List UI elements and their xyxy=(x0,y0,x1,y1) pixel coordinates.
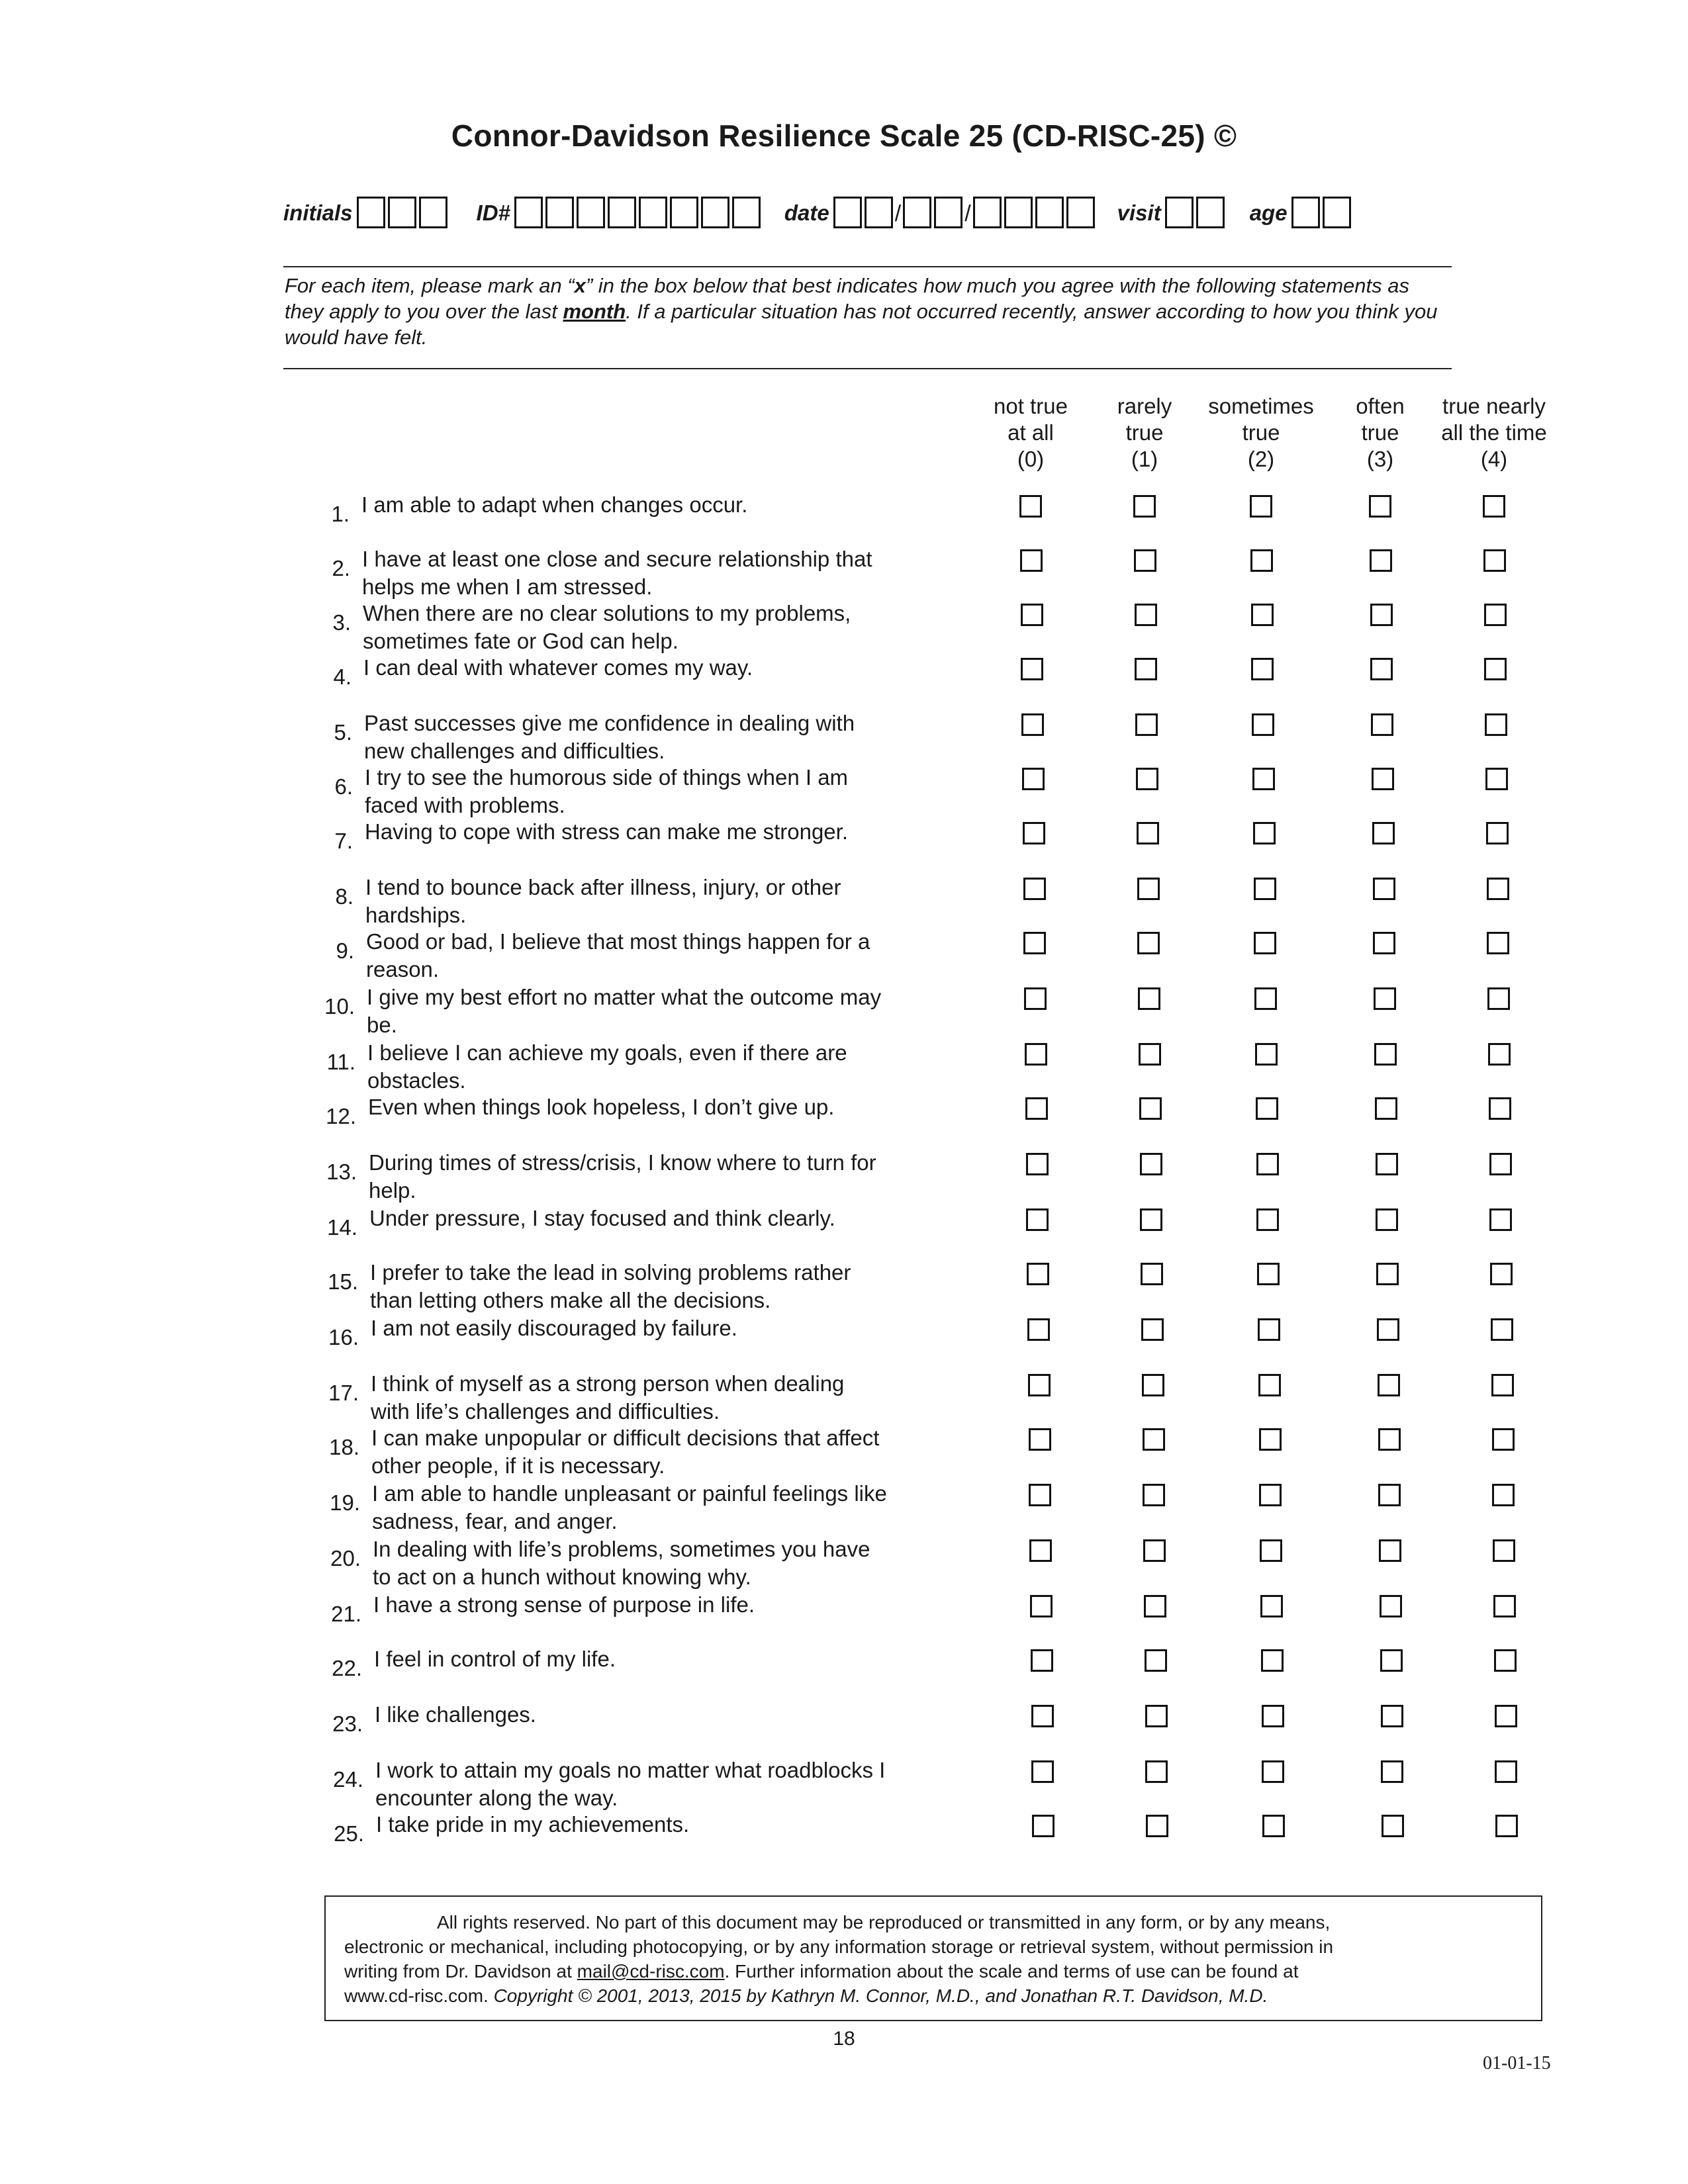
response-checkbox[interactable] xyxy=(1021,713,1044,736)
visit-boxes[interactable] xyxy=(1165,197,1227,228)
item-text-line: I am able to handle unpleasant or painful feelings like xyxy=(372,1481,887,1506)
item-text-line: reason. xyxy=(366,957,440,981)
item-number: 24. xyxy=(333,1767,363,1792)
response-checkbox[interactable] xyxy=(1135,604,1157,626)
id-box[interactable] xyxy=(545,197,574,228)
response-checkbox[interactable] xyxy=(1370,658,1393,680)
age-label: age xyxy=(1249,201,1288,225)
footer-line4-pre: www.cd-risc.com. xyxy=(344,1985,494,2006)
initials-box[interactable] xyxy=(388,197,416,228)
response-checkbox[interactable] xyxy=(1379,1539,1401,1562)
response-checkbox[interactable] xyxy=(1143,1428,1165,1451)
response-checkbox[interactable] xyxy=(1374,1043,1397,1066)
item-text-line: I am able to adapt when changes occur. xyxy=(361,492,748,517)
id-label: ID# xyxy=(476,201,510,225)
footer-line1: All rights reserved. No part of this document may be reproduced or transmitted in any form, or by any means, xyxy=(437,1912,1331,1933)
response-checkbox[interactable] xyxy=(1262,1705,1284,1727)
response-checkbox[interactable] xyxy=(1378,1428,1401,1451)
copyright-text: Copyright © 2001, 2013, 2015 by Kathryn M. Connor, M.D., and Jonathan R.T. Davidson, M.D. xyxy=(493,1985,1268,2006)
age-box[interactable] xyxy=(1291,197,1320,228)
column-header-line: (3) xyxy=(1366,447,1394,471)
response-checkbox[interactable] xyxy=(1019,495,1042,518)
item-text xyxy=(375,1701,957,1729)
response-checkbox[interactable] xyxy=(1141,1318,1164,1341)
response-checkbox[interactable] xyxy=(1378,1374,1400,1396)
response-checkbox[interactable] xyxy=(1252,768,1275,790)
response-checkbox[interactable] xyxy=(1021,658,1043,680)
item-text-line: helps me when I am stressed. xyxy=(362,574,653,599)
response-checkbox[interactable] xyxy=(1140,1153,1162,1175)
instructions-part1: For each item, please mark an “ xyxy=(285,274,575,297)
footer-line3-post: . Further information about the scale and terms of use can be found at xyxy=(724,1961,1299,1981)
column-header-line: not true xyxy=(994,394,1068,418)
response-checkbox[interactable] xyxy=(1143,1539,1166,1562)
visit-box[interactable] xyxy=(1165,197,1194,228)
item-text-line: When there are no clear solutions to my problems, xyxy=(363,601,851,625)
column-header-line: all the time xyxy=(1441,420,1547,445)
item-text-line: Under pressure, I stay focused and think clearly. xyxy=(369,1206,835,1230)
item-number: 21. xyxy=(331,1602,361,1626)
item-text-line: Even when things look hopeless, I don’t give up. xyxy=(368,1095,835,1119)
response-checkbox[interactable] xyxy=(1483,549,1506,572)
date-day-box[interactable] xyxy=(903,197,931,228)
response-checkbox[interactable] xyxy=(1487,878,1509,900)
initials-box[interactable] xyxy=(357,197,385,228)
response-checkbox[interactable] xyxy=(1029,1539,1052,1562)
response-checkbox[interactable] xyxy=(1031,1705,1054,1727)
item-text-line: Good or bad, I believe that most things happen for a xyxy=(366,929,870,954)
date-separator: / xyxy=(894,201,902,226)
response-checkbox[interactable] xyxy=(1381,1760,1403,1783)
footer-line2: electronic or mechanical, including photocopying, or by any information storage or retrieval system, without permission in xyxy=(344,1936,1334,1957)
response-checkbox[interactable] xyxy=(1256,1097,1278,1120)
item-number: 18. xyxy=(329,1435,359,1459)
response-checkbox[interactable] xyxy=(1493,1539,1515,1562)
item-text-line: than letting others make all the decisions. xyxy=(370,1288,771,1312)
response-checkbox[interactable] xyxy=(1140,1208,1162,1231)
item-text-line: sometimes fate or God can help. xyxy=(363,629,679,653)
instructions-emphasis: month xyxy=(563,300,626,323)
response-checkbox[interactable] xyxy=(1380,1649,1403,1672)
response-checkbox[interactable] xyxy=(1376,1153,1398,1175)
column-header-line: true nearly xyxy=(1442,394,1546,418)
id-box[interactable] xyxy=(639,197,667,228)
item-number: 16. xyxy=(328,1325,359,1349)
date-year-box[interactable] xyxy=(1066,197,1095,228)
item-text-line: I think of myself as a strong person when dealing xyxy=(371,1371,845,1396)
response-checkbox[interactable] xyxy=(1489,1153,1512,1175)
response-checkbox[interactable] xyxy=(1145,1649,1167,1672)
item-number: 17. xyxy=(328,1381,359,1405)
response-checkbox[interactable] xyxy=(1484,658,1507,680)
item-text-line: Past successes give me confidence in dealing with xyxy=(364,711,855,735)
instructions-part3: . If a particular situation has not occurred recently, answer according to how you think you would have felt. xyxy=(285,300,1438,349)
response-checkbox[interactable] xyxy=(1484,604,1507,626)
date-separator: / xyxy=(964,201,971,226)
item-text-line: I have a strong sense of purpose in life. xyxy=(373,1592,755,1617)
column-header-line: true xyxy=(1242,420,1280,445)
response-checkbox[interactable] xyxy=(1262,1760,1284,1783)
response-checkbox[interactable] xyxy=(1141,1263,1163,1285)
item-text xyxy=(369,1149,951,1205)
item-text xyxy=(376,1811,959,1839)
item-text-line: I have at least one close and secure relationship that xyxy=(362,547,872,571)
item-text-line: In dealing with life’s problems, sometimes you have xyxy=(373,1537,870,1561)
response-checkbox[interactable] xyxy=(1372,822,1395,844)
response-checkbox[interactable] xyxy=(1029,1484,1051,1506)
response-checkbox[interactable] xyxy=(1381,1705,1403,1727)
response-checkbox[interactable] xyxy=(1490,1263,1513,1285)
response-checkbox[interactable] xyxy=(1142,1374,1164,1396)
response-checkbox[interactable] xyxy=(1032,1815,1055,1837)
response-checkbox[interactable] xyxy=(1253,822,1276,844)
age-box[interactable] xyxy=(1323,197,1351,228)
response-checkbox[interactable] xyxy=(1494,1649,1517,1672)
item-number: 25. xyxy=(334,1821,364,1846)
response-checkbox[interactable] xyxy=(1369,495,1391,518)
item-text-line: I can make unpopular or difficult decisions that affect xyxy=(371,1426,880,1450)
item-text xyxy=(375,1756,958,1812)
item-text xyxy=(361,491,944,519)
response-checkbox[interactable] xyxy=(1143,1484,1165,1506)
response-checkbox[interactable] xyxy=(1492,1484,1515,1506)
item-text-line: sadness, fear, and anger. xyxy=(372,1509,618,1533)
response-checkbox[interactable] xyxy=(1259,1428,1282,1451)
response-checkbox[interactable] xyxy=(1135,713,1158,736)
response-checkbox[interactable] xyxy=(1137,878,1160,900)
initials-box[interactable] xyxy=(419,197,447,228)
item-number: 15. xyxy=(328,1269,358,1294)
response-checkbox[interactable] xyxy=(1025,1043,1047,1066)
response-checkbox[interactable] xyxy=(1027,1318,1050,1341)
response-checkbox[interactable] xyxy=(1252,713,1274,736)
response-checkbox[interactable] xyxy=(1139,1097,1162,1120)
response-checkbox[interactable] xyxy=(1371,713,1393,736)
response-checkbox[interactable] xyxy=(1372,768,1394,790)
instructions xyxy=(285,273,1450,350)
response-checkbox[interactable] xyxy=(1376,1263,1399,1285)
id-boxes[interactable] xyxy=(514,197,763,228)
response-checkbox[interactable] xyxy=(1491,1318,1513,1341)
item-text xyxy=(374,1645,957,1673)
id-box[interactable] xyxy=(608,197,636,228)
response-checkbox[interactable] xyxy=(1382,1815,1404,1837)
item-text-line: encounter along the way. xyxy=(375,1786,618,1810)
item-number: 7. xyxy=(334,829,353,853)
age-boxes[interactable] xyxy=(1291,197,1354,228)
item-text-line: obstacles. xyxy=(367,1068,466,1093)
item-number: 23. xyxy=(332,1711,363,1736)
response-checkbox[interactable] xyxy=(1260,1595,1283,1617)
item-text xyxy=(371,1314,953,1342)
item-number: 5. xyxy=(334,720,352,745)
response-checkbox[interactable] xyxy=(1254,932,1276,954)
item-text-line: with life’s challenges and difficulties. xyxy=(371,1399,720,1424)
item-text xyxy=(362,545,945,601)
response-checkbox[interactable] xyxy=(1029,1428,1051,1451)
response-checkbox[interactable] xyxy=(1373,932,1395,954)
item-text xyxy=(369,1205,952,1232)
visit-label: visit xyxy=(1117,201,1161,225)
form-code: 01-01-15 xyxy=(1483,2053,1551,2073)
response-checkbox[interactable] xyxy=(1250,495,1272,518)
item-number: 1. xyxy=(331,502,350,526)
item-text xyxy=(370,1259,953,1314)
item-number: 12. xyxy=(326,1104,356,1128)
response-checkbox[interactable] xyxy=(1251,658,1274,680)
response-checkbox[interactable] xyxy=(1495,1760,1517,1783)
response-checkbox[interactable] xyxy=(1024,987,1047,1010)
item-number: 3. xyxy=(332,610,351,635)
response-checkbox[interactable] xyxy=(1137,822,1159,844)
item-number: 19. xyxy=(330,1490,360,1515)
date-label: date xyxy=(784,201,829,225)
column-header-line: (4) xyxy=(1480,447,1508,471)
item-number: 13. xyxy=(326,1160,357,1184)
response-checkbox[interactable] xyxy=(1374,987,1396,1010)
response-checkbox[interactable] xyxy=(1256,1208,1279,1231)
response-checkbox[interactable] xyxy=(1262,1815,1285,1837)
initials-boxes[interactable] xyxy=(357,197,450,228)
item-text xyxy=(365,818,947,846)
response-checkbox[interactable] xyxy=(1377,1318,1399,1341)
page-number: 18 xyxy=(833,2028,855,2050)
response-checkbox[interactable] xyxy=(1137,932,1160,954)
response-checkbox[interactable] xyxy=(1489,1208,1512,1231)
id-box[interactable] xyxy=(701,197,729,228)
item-text-line: I prefer to take the lead in solving problems rather xyxy=(370,1260,851,1285)
item-text-line: I work to attain my goals no matter what roadblocks I xyxy=(375,1758,886,1782)
item-text xyxy=(371,1424,954,1480)
response-checkbox[interactable] xyxy=(1134,549,1156,572)
item-text-line: I tend to bounce back after illness, injury, or other xyxy=(365,875,841,899)
column-header-line: (2) xyxy=(1247,447,1275,471)
item-text xyxy=(373,1535,955,1591)
response-checkbox[interactable] xyxy=(1258,1318,1280,1341)
response-checkbox[interactable] xyxy=(1491,1374,1514,1396)
visit-box[interactable] xyxy=(1196,197,1225,228)
response-checkbox[interactable] xyxy=(1375,1097,1397,1120)
response-checkbox[interactable] xyxy=(1255,1043,1278,1066)
item-text-line: During times of stress/crisis, I know where to turn for xyxy=(369,1150,876,1175)
response-checkbox[interactable] xyxy=(1261,1649,1284,1672)
date-month-box[interactable] xyxy=(865,197,893,228)
item-number: 4. xyxy=(333,664,352,689)
date-day-box[interactable] xyxy=(934,197,962,228)
response-checkbox[interactable] xyxy=(1136,768,1158,790)
instructions-bottom-rule xyxy=(283,368,1452,369)
id-box[interactable] xyxy=(577,197,605,228)
item-number: 22. xyxy=(332,1656,362,1680)
date-year-box[interactable] xyxy=(1035,197,1064,228)
item-text-line: help. xyxy=(369,1178,416,1203)
item-number: 10. xyxy=(324,994,355,1019)
response-checkbox[interactable] xyxy=(1135,658,1157,680)
response-checkbox[interactable] xyxy=(1145,1705,1168,1727)
response-checkbox[interactable] xyxy=(1488,1043,1511,1066)
response-checkbox[interactable] xyxy=(1144,1595,1166,1617)
response-checkbox[interactable] xyxy=(1495,1705,1517,1727)
item-number: 2. xyxy=(332,556,350,580)
item-text xyxy=(365,874,948,929)
response-checkbox[interactable] xyxy=(1495,1815,1518,1837)
item-text xyxy=(363,654,946,682)
response-checkbox[interactable] xyxy=(1258,1374,1281,1396)
footer-line3-pre: writing from Dr. Davidson at xyxy=(344,1961,577,1981)
item-text-line: I can deal with whatever comes my way. xyxy=(363,655,753,680)
response-checkbox[interactable] xyxy=(1023,878,1046,900)
response-checkbox[interactable] xyxy=(1260,1539,1282,1562)
response-checkbox[interactable] xyxy=(1378,1484,1401,1506)
response-checkbox[interactable] xyxy=(1026,1208,1049,1231)
response-checkbox[interactable] xyxy=(1020,549,1043,572)
date-boxes[interactable] xyxy=(833,197,1098,228)
column-header-line: true xyxy=(1361,420,1399,445)
id-box[interactable] xyxy=(514,197,543,228)
response-checkbox[interactable] xyxy=(1370,549,1392,572)
copyright-notice xyxy=(324,1895,1542,2021)
response-checkbox[interactable] xyxy=(1257,1263,1280,1285)
response-checkbox[interactable] xyxy=(1485,713,1507,736)
response-checkbox[interactable] xyxy=(1023,822,1045,844)
item-text xyxy=(365,764,947,819)
item-text-line: I give my best effort no matter what the outcome may xyxy=(367,985,882,1009)
date-month-box[interactable] xyxy=(833,197,862,228)
id-box[interactable] xyxy=(670,197,698,228)
response-checkbox[interactable] xyxy=(1489,1097,1511,1120)
item-text xyxy=(364,709,947,765)
response-checkbox[interactable] xyxy=(1376,1208,1398,1231)
id-fields-row xyxy=(283,189,1354,228)
item-text-line: I believe I can achieve my goals, even if there are xyxy=(367,1040,847,1065)
column-header-line: sometimes xyxy=(1208,394,1314,418)
item-text xyxy=(368,1093,951,1121)
response-checkbox[interactable] xyxy=(1022,768,1045,790)
initials-label: initials xyxy=(283,201,353,225)
response-checkbox[interactable] xyxy=(1486,822,1509,844)
item-number: 9. xyxy=(336,938,354,963)
response-checkbox[interactable] xyxy=(1030,1595,1053,1617)
response-checkbox[interactable] xyxy=(1028,1374,1051,1396)
item-text-line: I am not easily discouraged by failure. xyxy=(371,1316,737,1340)
column-header-line: rarely xyxy=(1117,394,1172,418)
id-box[interactable] xyxy=(732,197,761,228)
response-checkbox[interactable] xyxy=(1487,987,1510,1010)
response-checkbox[interactable] xyxy=(1031,1649,1053,1672)
column-header xyxy=(1421,393,1567,473)
item-text-line: I take pride in my achievements. xyxy=(376,1812,690,1837)
item-text xyxy=(371,1370,953,1426)
date-year-box[interactable] xyxy=(1004,197,1033,228)
response-checkbox[interactable] xyxy=(1146,1815,1168,1837)
response-checkbox[interactable] xyxy=(1133,495,1156,518)
response-checkbox[interactable] xyxy=(1025,1097,1048,1120)
item-text xyxy=(367,983,949,1039)
response-checkbox[interactable] xyxy=(1251,604,1274,626)
response-checkbox[interactable] xyxy=(1483,495,1505,518)
response-checkbox[interactable] xyxy=(1031,1760,1054,1783)
item-text-line: other people, if it is necessary. xyxy=(371,1453,665,1478)
item-number: 6. xyxy=(334,774,353,799)
response-checkbox[interactable] xyxy=(1021,604,1043,626)
instructions-part2: ” in the box below that best indicates how much you agree with the following statements as they apply to you over the last xyxy=(285,274,1410,323)
item-text-line: faced with problems. xyxy=(365,793,565,817)
response-checkbox[interactable] xyxy=(1485,768,1508,790)
instructions-top-rule xyxy=(283,266,1452,267)
item-text xyxy=(367,1039,950,1095)
item-text-line: to act on a hunch without knowing why. xyxy=(373,1565,751,1589)
email-link[interactable]: mail@cd-risc.com xyxy=(577,1961,725,1981)
item-text-line: I feel in control of my life. xyxy=(374,1647,616,1671)
item-text-line: be. xyxy=(367,1013,397,1037)
item-text xyxy=(372,1480,955,1535)
item-text xyxy=(366,928,949,983)
column-header-line: at all xyxy=(1008,420,1054,445)
item-text xyxy=(373,1591,956,1619)
item-number: 14. xyxy=(327,1215,357,1240)
response-checkbox[interactable] xyxy=(1493,1595,1516,1617)
column-header-line: true xyxy=(1125,420,1164,445)
column-header-line: (1) xyxy=(1131,447,1158,471)
item-number: 11. xyxy=(326,1050,355,1074)
response-checkbox[interactable] xyxy=(1250,549,1273,572)
item-text xyxy=(363,600,945,655)
response-checkbox[interactable] xyxy=(1138,987,1160,1010)
form-title: Connor-Davidson Resilience Scale 25 (CD-RISC-25) © xyxy=(451,118,1237,153)
response-checkbox[interactable] xyxy=(1027,1263,1049,1285)
item-text-line: I try to see the humorous side of things when I am xyxy=(365,765,849,790)
column-header-line: often xyxy=(1356,394,1405,418)
response-checkbox[interactable] xyxy=(1492,1428,1515,1451)
response-checkbox[interactable] xyxy=(1139,1043,1161,1066)
response-checkbox[interactable] xyxy=(1373,878,1395,900)
item-number: 8. xyxy=(335,884,353,909)
response-checkbox[interactable] xyxy=(1380,1595,1402,1617)
response-checkbox[interactable] xyxy=(1487,932,1509,954)
date-year-box[interactable] xyxy=(973,197,1002,228)
item-text-line: Having to cope with stress can make me stronger. xyxy=(365,819,848,844)
response-checkbox[interactable] xyxy=(1023,932,1046,954)
response-checkbox[interactable] xyxy=(1254,987,1277,1010)
response-checkbox[interactable] xyxy=(1256,1153,1279,1175)
response-checkbox[interactable] xyxy=(1026,1153,1049,1175)
response-checkbox[interactable] xyxy=(1370,604,1393,626)
response-checkbox[interactable] xyxy=(1254,878,1276,900)
item-number: 20. xyxy=(330,1546,361,1570)
column-header-line: (0) xyxy=(1017,447,1045,471)
response-checkbox[interactable] xyxy=(1145,1760,1168,1783)
response-checkbox[interactable] xyxy=(1259,1484,1282,1506)
item-text-line: hardships. xyxy=(365,903,467,927)
instructions-mark: x xyxy=(574,274,586,297)
item-text-line: new challenges and difficulties. xyxy=(364,739,665,763)
item-text-line: I like challenges. xyxy=(375,1702,536,1727)
